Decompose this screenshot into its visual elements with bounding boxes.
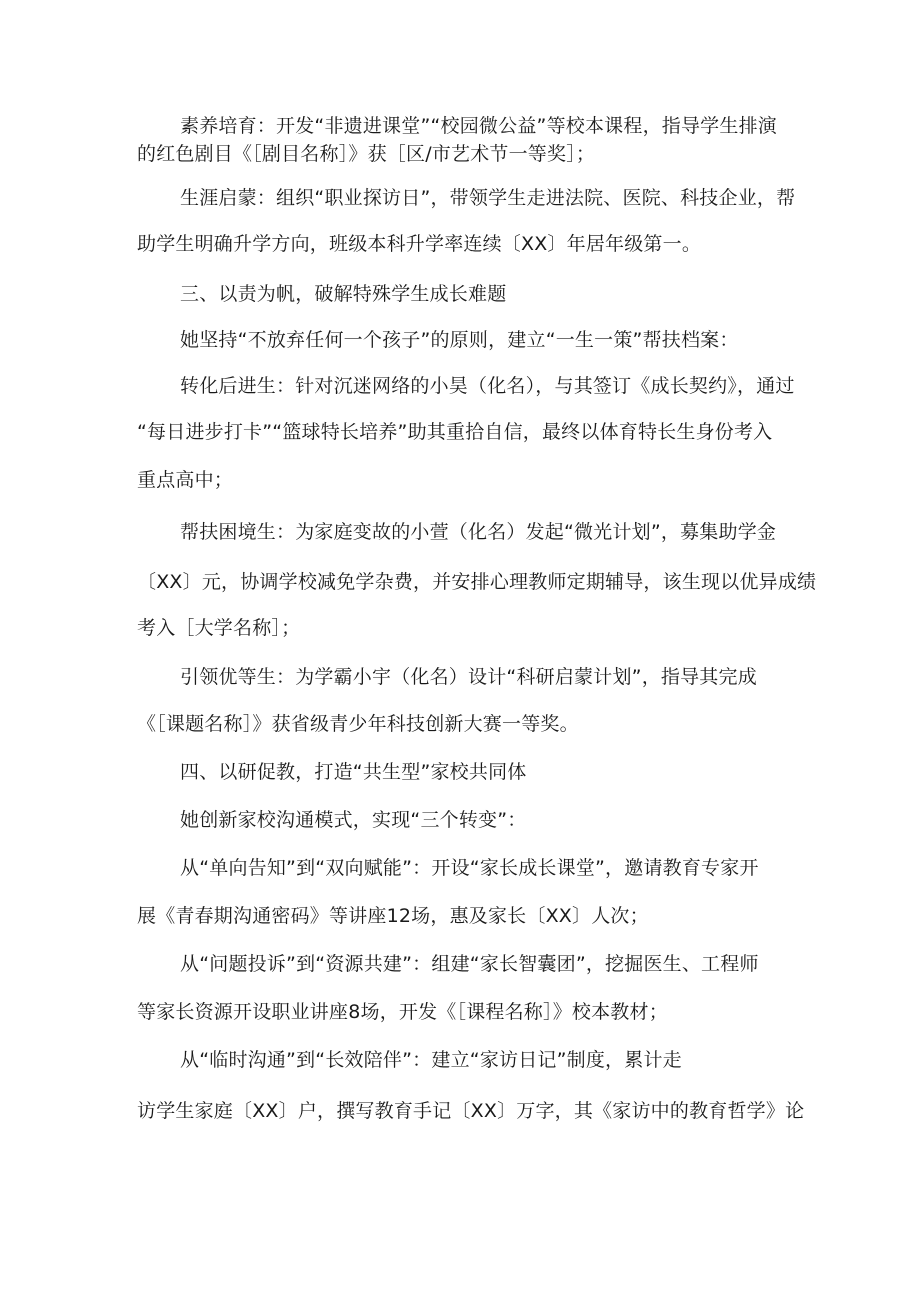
paragraph-intro-3: 她坚持“不放弃任何一个孩子”的原则，建立“一生一策”帮扶档案： — [180, 329, 739, 351]
paragraph-hardship-line-3: 考入［大学名称］； — [137, 617, 301, 639]
paragraph-transform-1-line-1: 从“单向告知”到“双向赋能”：开设“家长成长课堂”，邀请教育专家开 — [180, 857, 759, 879]
paragraph-career-line-2: 助学生明确升学方向，班级本科升学率连续〔XX〕年居年级第一。 — [137, 233, 702, 255]
paragraph-excellent-line-2: 《［课题名称］》获省级青少年科技创新大赛一等奖。 — [137, 713, 579, 735]
paragraph-transform-3-line-1: 从“临时沟通”到“长效陪伴”：建立“家访日记”制度，累计走 — [180, 1049, 682, 1071]
section-heading-4: 四、以研促教，打造“共生型”家校共同体 — [180, 761, 527, 783]
paragraph-excellent-line-1: 引领优等生：为学霸小宇（化名）设计“科研启蒙计划”，指导其完成 — [180, 666, 757, 688]
paragraph-hardship-line-2: 〔XX〕元，协调学校减免学杂费，并安排心理教师定期辅导，该生现以优异成绩 — [137, 571, 817, 593]
paragraph-underachiever-line-1: 转化后进生：针对沉迷网络的小昊（化名），与其签订《成长契约》，通过 — [180, 375, 795, 397]
paragraph-literacy-line-2: 的红色剧目《［剧目名称］》获［区/市艺术节一等奖］； — [137, 143, 596, 165]
paragraph-transform-2-line-1: 从“问题投诉”到“资源共建”：组建“家长智囊团”，挖掘医生、工程师 — [180, 953, 759, 975]
paragraph-underachiever-line-2: “每日进步打卡”“篮球特长培养”助其重拾自信，最终以体育特长生身份考入 — [137, 421, 773, 443]
paragraph-intro-4: 她创新家校沟通模式，实现“三个转变”： — [180, 809, 527, 831]
paragraph-transform-1-line-2: 展《青春期沟通密码》等讲座12场，惠及家长〔XX〕人次； — [137, 905, 649, 927]
paragraph-hardship-line-1: 帮扶困境生：为家庭变故的小萱（化名）发起“微光计划”，募集助学金 — [180, 521, 777, 543]
paragraph-underachiever-line-3: 重点高中； — [137, 469, 234, 491]
paragraph-transform-3-line-2: 访学生家庭〔XX〕户，撰写教育手记〔XX〕万字，其《家访中的教育哲学》论 — [137, 1100, 805, 1122]
paragraph-literacy-line-1: 素养培育：开发“非遗进课堂”“校园微公益”等校本课程，指导学生排演 — [180, 115, 777, 137]
section-heading-3: 三、以责为帆，破解特殊学生成长难题 — [180, 283, 507, 305]
paragraph-transform-2-line-2: 等家长资源开设职业讲座8场，开发《［课程名称］》校本教材； — [137, 1001, 668, 1023]
paragraph-career-line-1: 生涯启蒙：组织“职业探访日”，带领学生走进法院、医院、科技企业，帮 — [180, 187, 796, 209]
